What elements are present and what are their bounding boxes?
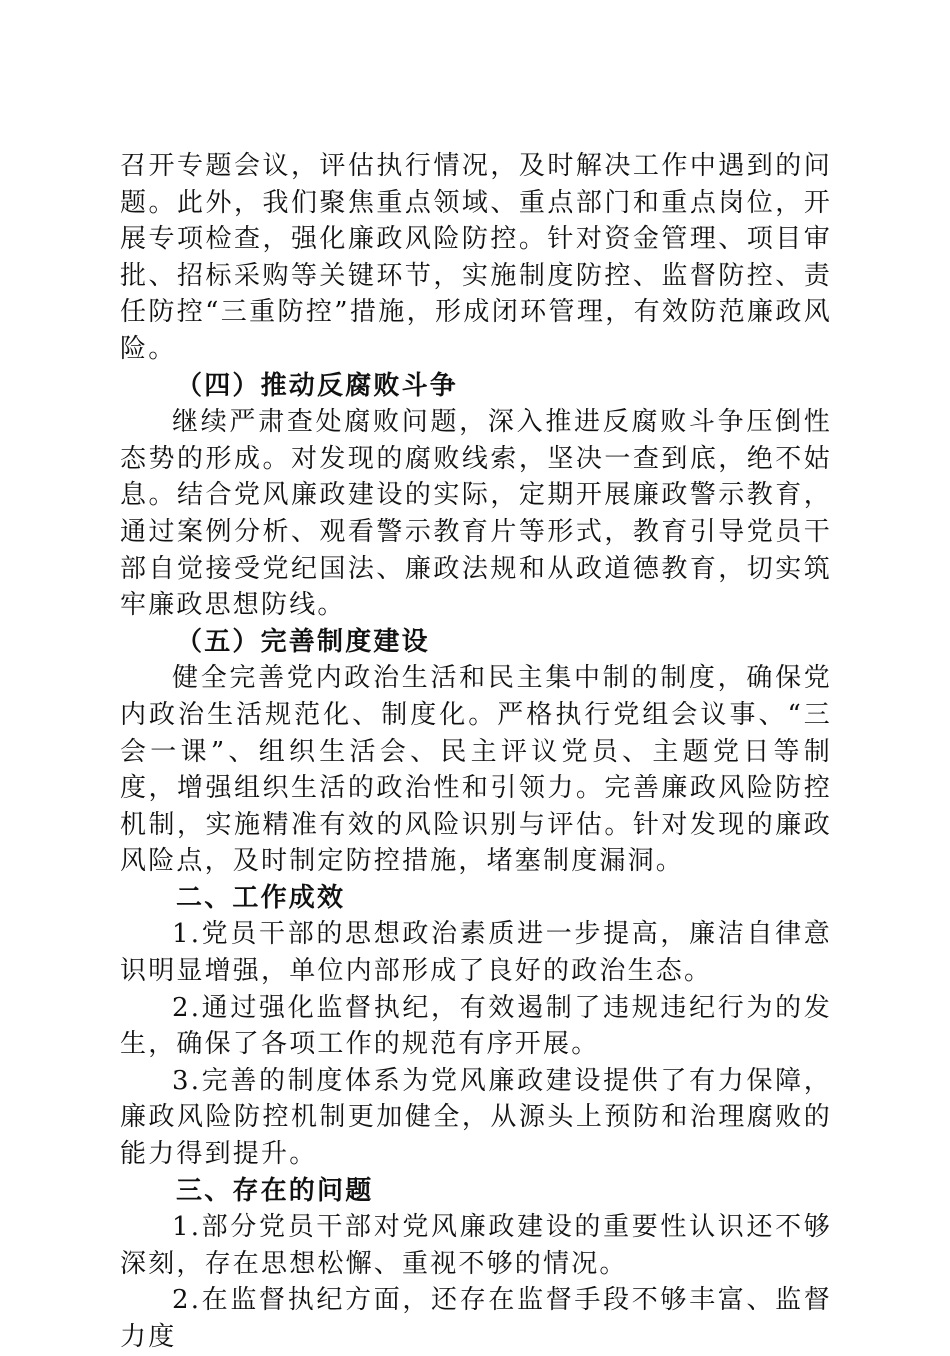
section-5-paragraph: 健全完善党内政治生活和民主集中制的制度，确保党内政治生活规范化、制度化。严格执行党组会议事、“三会一课”、组织生活会、民主评议党员、主题党日等制度，增强组织生活的政治性和引领力。完善廉政风险防控机制，实施精准有效的风险识别与评估。针对发现的廉政风险点，及时制定防控措施，堵塞制度漏洞。 [120, 663, 832, 877]
section-4-paragraph: 继续严肃查处腐败问题，深入推进反腐败斗争压倒性态势的形成。对发现的腐败线索，坚决一查到底，绝不姑息。结合党风廉政建设的实际，定期开展廉政警示教育，通过案例分析、观看警示教育片等形式，教育引导党员干部自觉接受党纪国法、廉政法规和从政道德教育，切实筑牢廉政思想防线。 [120, 407, 832, 621]
section-5-title: （五）完善制度建设 [176, 626, 430, 657]
results-item-3: 3.完善的制度体系为党风廉政建设提供了有力保障，廉政风险防控机制更加健全，从源头上预防和治理腐败的能力得到提升。 [120, 1065, 832, 1170]
part-2-heading: 二、工作成效 [176, 882, 346, 913]
issues-item-1: 1.部分党员干部对党风廉政建设的重要性认识还不够深刻，存在思想松懈、重视不够的情况。 [120, 1212, 832, 1279]
part-3-heading: 三、存在的问题 [176, 1175, 374, 1206]
issues-item-2: 2.在监督执纪方面，还存在监督手段不够丰富、监督力度 [120, 1285, 832, 1352]
section-4-title: （四）推动反腐败斗争 [176, 370, 459, 401]
document-body [120, 148, 832, 1356]
results-item-2: 2.通过强化监督执纪，有效遏制了违规违纪行为的发生，确保了各项工作的规范有序开展。 [120, 992, 832, 1060]
results-item-1: 1.党员干部的思想政治素质进一步提高，廉洁自律意识明显增强，单位内部形成了良好的政治生态。 [120, 919, 832, 987]
intro-paragraph: 召开专题会议，评估执行情况，及时解决工作中遇到的问题。此外，我们聚焦重点领域、重点部门和重点岗位，开展专项检查，强化廉政风险防控。针对资金管理、项目审批、招标采购等关键环节，实施制度防控、监督防控、责任防控“三重防控”措施，形成闭环管理，有效防范廉政风险。 [120, 151, 832, 364]
